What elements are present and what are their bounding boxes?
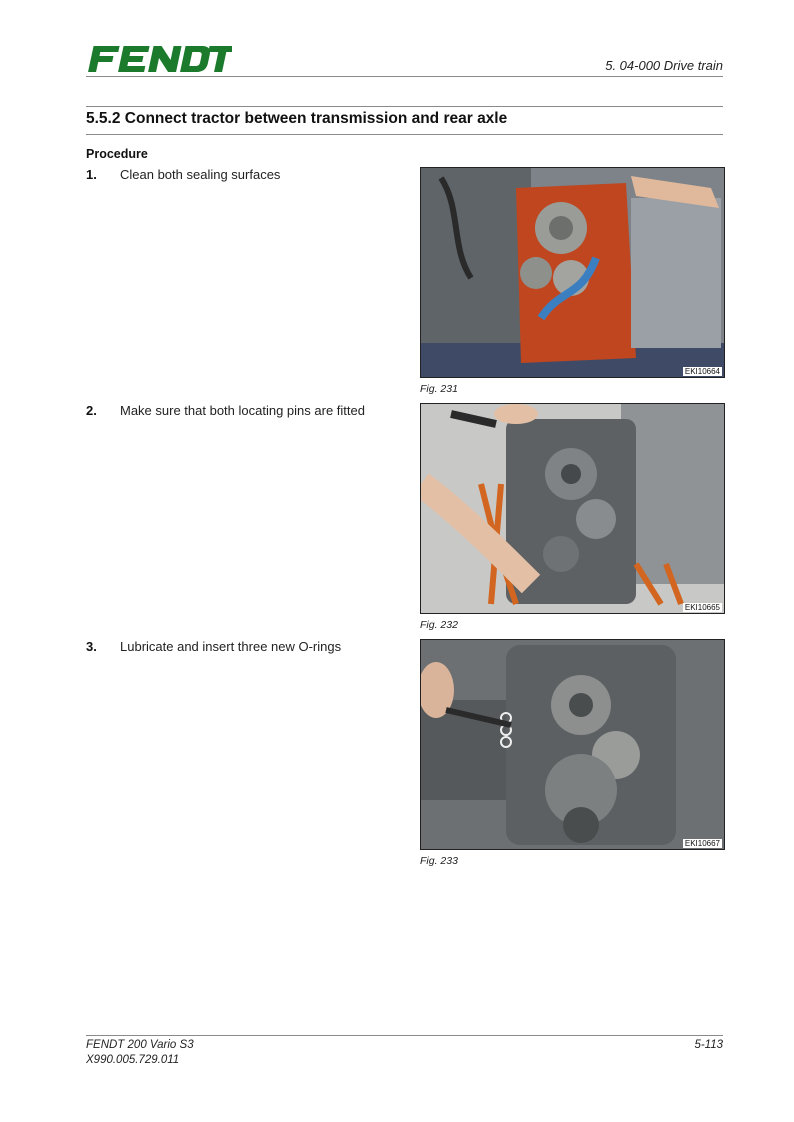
page-number: 5-113 bbox=[694, 1039, 723, 1051]
step-text: Make sure that both locating pins are fitted bbox=[120, 403, 365, 418]
section-title: 5.5.2 Connect tractor between transmission and rear axle bbox=[86, 110, 508, 127]
figure-code: EKI10665 bbox=[684, 603, 720, 612]
footer-rule bbox=[86, 1035, 723, 1036]
header-rule bbox=[86, 76, 723, 77]
figure-233-photo bbox=[420, 639, 725, 850]
procedure-label: Procedure bbox=[86, 147, 148, 161]
section-reference: 5. 04-000 Drive train bbox=[605, 58, 723, 73]
footer-model: FENDT 200 Vario S3 bbox=[86, 1039, 194, 1051]
step-text: Clean both sealing surfaces bbox=[120, 167, 281, 182]
figure-code: EKI10667 bbox=[684, 839, 720, 848]
figure-232-photo bbox=[420, 403, 725, 614]
step-text: Lubricate and insert three new O-rings bbox=[120, 639, 342, 654]
title-top-rule bbox=[86, 106, 723, 107]
fendt-logo bbox=[86, 44, 232, 74]
figure-code: EKI10664 bbox=[684, 367, 720, 376]
figure-caption: Fig. 232 bbox=[420, 619, 458, 631]
footer-doc-number: X990.005.729.011 bbox=[86, 1054, 180, 1066]
figure-caption: Fig. 233 bbox=[420, 855, 458, 867]
figure-231-photo bbox=[420, 167, 725, 378]
step-number: 1. bbox=[86, 167, 97, 182]
title-bottom-rule bbox=[86, 134, 723, 135]
figure-caption: Fig. 231 bbox=[420, 383, 458, 395]
step-number: 2. bbox=[86, 403, 97, 418]
step-number: 3. bbox=[86, 639, 97, 654]
